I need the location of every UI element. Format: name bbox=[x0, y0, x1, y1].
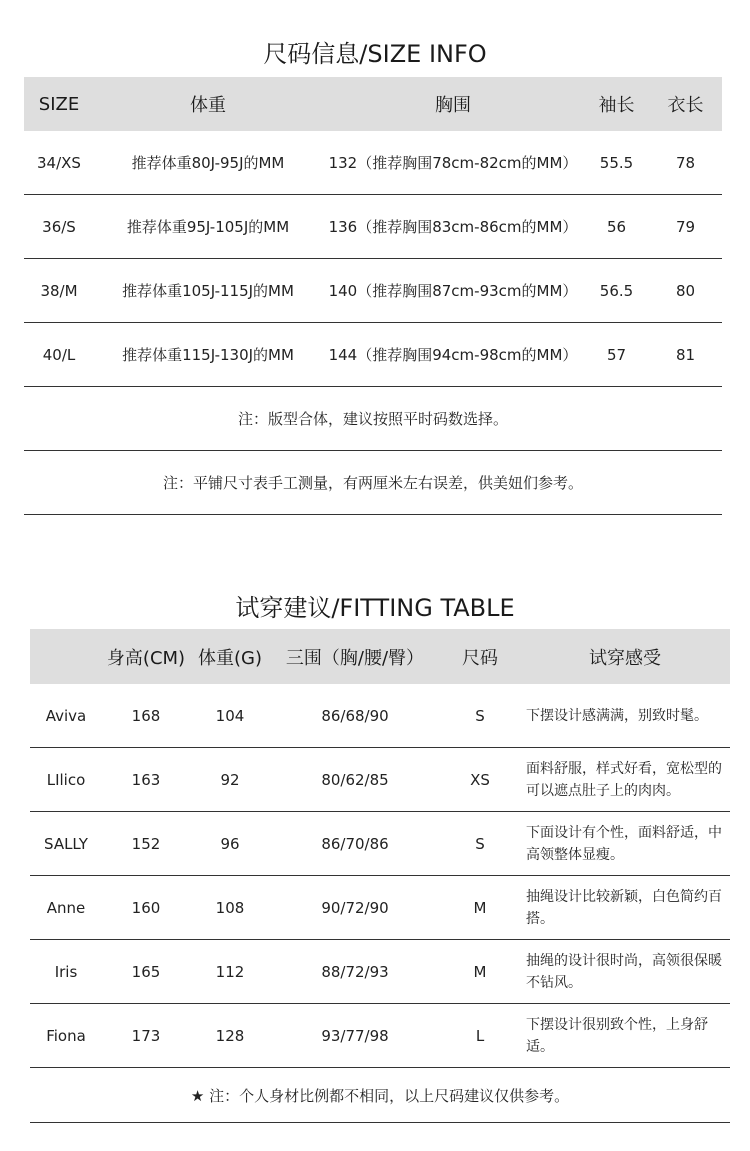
fitting-table bbox=[30, 629, 730, 1123]
size-cell: XS bbox=[440, 748, 520, 812]
table-row bbox=[24, 323, 722, 387]
length-cell: 81 bbox=[649, 323, 722, 387]
size-header-row bbox=[24, 77, 722, 131]
size-cell: M bbox=[440, 876, 520, 940]
height-cell: 168 bbox=[102, 684, 190, 748]
table-row bbox=[24, 259, 722, 323]
feeling-cell: 下摆设计很别致个性，上身舒适。 bbox=[520, 1004, 730, 1068]
feeling-cell: 下面设计有个性，面料舒适，中高领整体显瘦。 bbox=[520, 812, 730, 876]
height-cell: 165 bbox=[102, 940, 190, 1004]
table-row bbox=[30, 748, 730, 812]
feeling-cell: 抽绳的设计很时尚，高领很保暖不钻风。 bbox=[520, 940, 730, 1004]
size-cell: S bbox=[440, 812, 520, 876]
size-cell: 38/M bbox=[24, 259, 94, 323]
name-cell: Anne bbox=[30, 876, 102, 940]
table-row bbox=[30, 940, 730, 1004]
sleeve-cell: 55.5 bbox=[584, 131, 649, 195]
measurements-cell: 90/72/90 bbox=[270, 876, 440, 940]
size-info-title: 尺码信息/SIZE INFO bbox=[263, 40, 487, 68]
weight-cell: 108 bbox=[190, 876, 270, 940]
table-row bbox=[24, 131, 722, 195]
measurements-cell: 80/62/85 bbox=[270, 748, 440, 812]
header-bust: 胸围 bbox=[322, 77, 584, 131]
table-row bbox=[30, 684, 730, 748]
size-note-1: 注：版型合体，建议按照平时码数选择。 bbox=[24, 387, 722, 451]
height-cell: 163 bbox=[102, 748, 190, 812]
table-row bbox=[30, 812, 730, 876]
weight-cell: 92 bbox=[190, 748, 270, 812]
sleeve-cell: 56 bbox=[584, 195, 649, 259]
weight-cell: 128 bbox=[190, 1004, 270, 1068]
header-size: SIZE bbox=[24, 77, 94, 131]
sleeve-cell: 57 bbox=[584, 323, 649, 387]
table-row bbox=[30, 876, 730, 940]
name-cell: Fiona bbox=[30, 1004, 102, 1068]
fitting-note: ★ 注：个人身材比例都不相同，以上尺码建议仅供参考。 bbox=[30, 1068, 730, 1123]
height-cell: 173 bbox=[102, 1004, 190, 1068]
header-feeling: 试穿感受 bbox=[520, 629, 730, 684]
bust-cell: 144（推荐胸围94cm-98cm的MM） bbox=[322, 323, 584, 387]
size-cell: 36/S bbox=[24, 195, 94, 259]
measurements-cell: 93/77/98 bbox=[270, 1004, 440, 1068]
size-cell: S bbox=[440, 684, 520, 748]
header-name bbox=[30, 629, 102, 684]
weight-cell: 推荐体重105J-115J的MM bbox=[94, 259, 322, 323]
weight-cell: 推荐体重95J-105J的MM bbox=[94, 195, 322, 259]
size-info-table bbox=[24, 77, 722, 515]
bust-cell: 140（推荐胸围87cm-93cm的MM） bbox=[322, 259, 584, 323]
fitting-title: 试穿建议/FITTING TABLE bbox=[235, 594, 515, 622]
feeling-cell: 抽绳设计比较新颖，白色简约百搭。 bbox=[520, 876, 730, 940]
length-cell: 80 bbox=[649, 259, 722, 323]
height-cell: 160 bbox=[102, 876, 190, 940]
name-cell: SALLY bbox=[30, 812, 102, 876]
size-cell: 40/L bbox=[24, 323, 94, 387]
measurements-cell: 86/70/86 bbox=[270, 812, 440, 876]
weight-cell: 104 bbox=[190, 684, 270, 748]
header-size: 尺码 bbox=[440, 629, 520, 684]
name-cell: Iris bbox=[30, 940, 102, 1004]
size-cell: L bbox=[440, 1004, 520, 1068]
note-row bbox=[24, 451, 722, 515]
header-measurements: 三围（胸/腰/臀） bbox=[270, 629, 440, 684]
size-note-2: 注：平铺尺寸表手工测量，有两厘米左右误差，供美妞们参考。 bbox=[24, 451, 722, 515]
sleeve-cell: 56.5 bbox=[584, 259, 649, 323]
feeling-cell: 面料舒服，样式好看，宽松型的可以遮点肚子上的肉肉。 bbox=[520, 748, 730, 812]
table-row bbox=[30, 1004, 730, 1068]
note-row bbox=[30, 1068, 730, 1123]
length-cell: 79 bbox=[649, 195, 722, 259]
header-height: 身高(CM) bbox=[102, 629, 190, 684]
name-cell: LIlico bbox=[30, 748, 102, 812]
header-length: 衣长 bbox=[649, 77, 722, 131]
note-row bbox=[24, 387, 722, 451]
length-cell: 78 bbox=[649, 131, 722, 195]
header-weight: 体重 bbox=[94, 77, 322, 131]
weight-cell: 112 bbox=[190, 940, 270, 1004]
size-cell: 34/XS bbox=[24, 131, 94, 195]
height-cell: 152 bbox=[102, 812, 190, 876]
size-cell: M bbox=[440, 940, 520, 1004]
weight-cell: 96 bbox=[190, 812, 270, 876]
measurements-cell: 86/68/90 bbox=[270, 684, 440, 748]
header-weight: 体重(G) bbox=[190, 629, 270, 684]
measurements-cell: 88/72/93 bbox=[270, 940, 440, 1004]
name-cell: Aviva bbox=[30, 684, 102, 748]
table-row bbox=[24, 195, 722, 259]
feeling-cell: 下摆设计感满满，别致时髦。 bbox=[520, 684, 730, 748]
bust-cell: 132（推荐胸围78cm-82cm的MM） bbox=[322, 131, 584, 195]
weight-cell: 推荐体重115J-130J的MM bbox=[94, 323, 322, 387]
header-sleeve: 袖长 bbox=[584, 77, 649, 131]
bust-cell: 136（推荐胸围83cm-86cm的MM） bbox=[322, 195, 584, 259]
fitting-header-row bbox=[30, 629, 730, 684]
weight-cell: 推荐体重80J-95J的MM bbox=[94, 131, 322, 195]
